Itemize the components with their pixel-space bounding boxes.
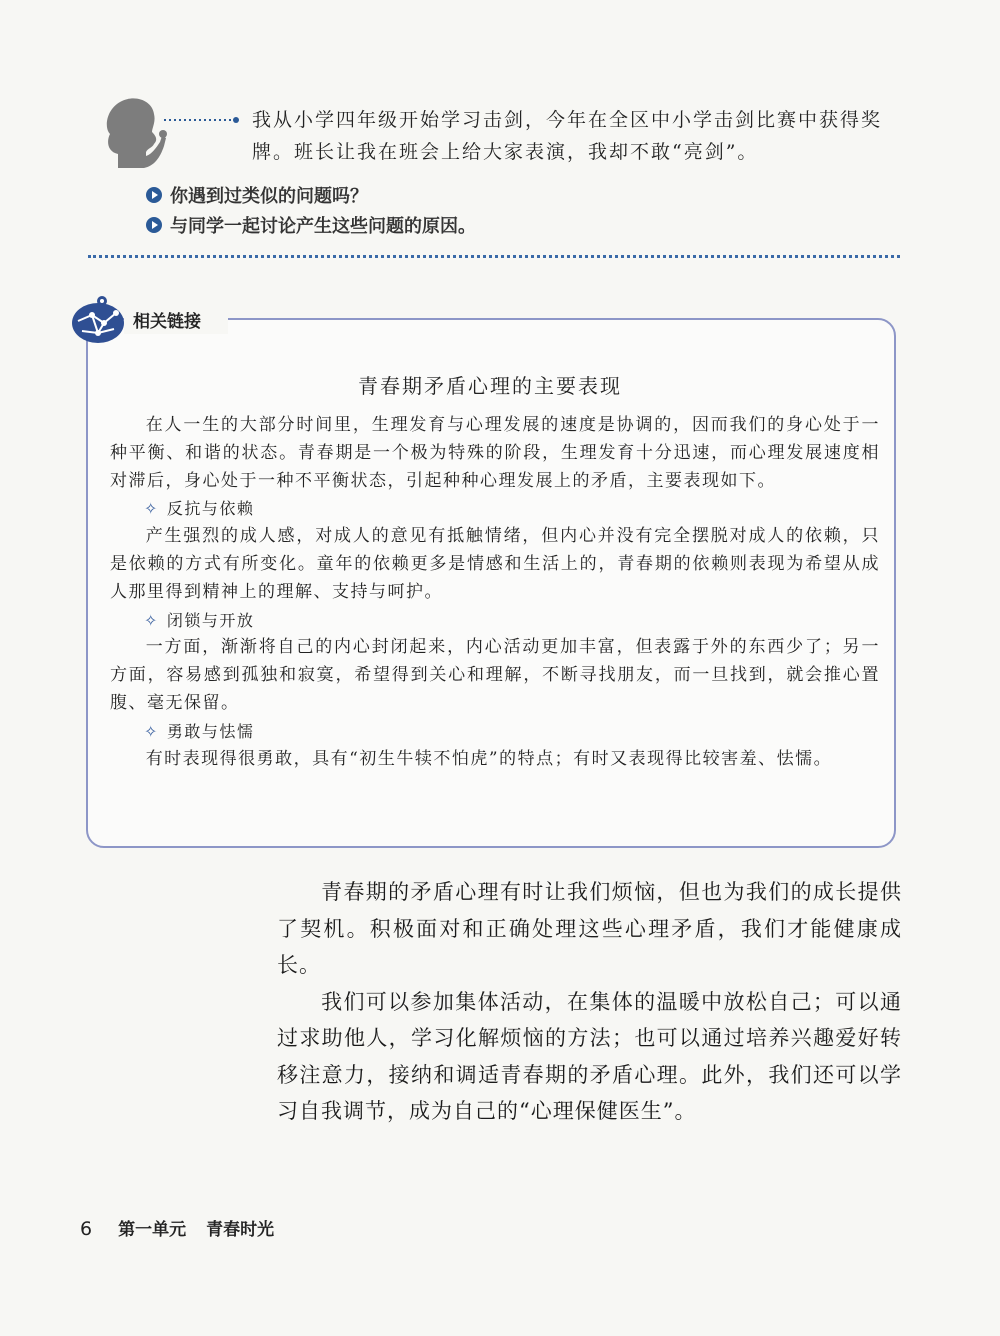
- question-text: 你遇到过类似的问题吗？: [170, 186, 368, 207]
- unit-name: 青春时光: [206, 1220, 275, 1240]
- related-link-label: 相关链接: [133, 312, 201, 332]
- page-number: 6: [80, 1218, 93, 1240]
- diamond-bullet-icon: ✧: [144, 610, 159, 630]
- section-text: 有时表现得很勇敢，具有“初生牛犊不怕虎”的特点；有时又表现得比较害羞、怯懦。: [145, 748, 833, 769]
- box-heading: 青春期矛盾心理的主要表现: [358, 374, 622, 398]
- globe-network-icon: [68, 293, 128, 345]
- section-text: 产生强烈的成人感，对成人的意见有抵触情绪，但内心并没有完全摆脱对成人的依赖，只是依赖的方式有所变化。童年的依赖更多是情感和生活上的，青春期的依赖则表现为希望从成人那里得到精神上的理解、支持与呵护。: [110, 526, 880, 602]
- main-paragraph: 我们可以参加集体活动，在集体的温暖中放松自己；可以通过求助他人，学习化解烦恼的方法；也可以通过培养兴趣爱好转移注意力，接纳和调适青春期的矛盾心理。此外，我们还可以学习自我调节，成为自己的“心理保健医生”。: [277, 989, 902, 1123]
- question-text: 与同学一起讨论产生这些问题的原因。: [170, 216, 476, 237]
- box-body: [110, 412, 880, 773]
- speaker-quote: 我从小学四年级开始学习击剑，今年在全区中小学击剑比赛中获得奖牌。班长让我在班会上给大家表演，我却不敢“亮剑”。: [252, 109, 883, 163]
- play-bullet-icon: [146, 187, 162, 203]
- page-footer: [80, 1215, 274, 1240]
- question-list: [146, 180, 846, 240]
- speech-pointer-icon: [160, 112, 240, 128]
- play-bullet-icon: [146, 217, 162, 233]
- section-heading: ✧ 勇敢与怯懦: [144, 721, 255, 741]
- question-item: [146, 180, 846, 210]
- main-text: [277, 874, 902, 1130]
- student-silhouette-icon: [100, 96, 175, 168]
- diamond-bullet-icon: ✧: [144, 721, 159, 741]
- unit-label: 第一单元: [118, 1220, 187, 1240]
- section-text: 一方面，渐渐将自己的内心封闭起来，内心活动更加丰富，但表露于外的东西少了；另一方面，容易感到孤独和寂寞，希望得到关心和理解，不断寻找朋友，而一旦找到，就会推心置腹、毫无保留。: [110, 637, 880, 713]
- section-heading: ✧ 闭锁与开放: [144, 610, 255, 630]
- dotted-divider: [88, 255, 900, 258]
- box-intro: 在人一生的大部分时间里，生理发育与心理发展的速度是协调的，因而我们的身心处于一种平衡、和谐的状态。青春期是一个极为特殊的阶段，生理发育十分迅速，而心理发展速度相对滞后，身心处于一种不平衡状态，引起种种心理发展上的矛盾，主要表现如下。: [110, 415, 880, 491]
- main-paragraph: 青春期的矛盾心理有时让我们烦恼，但也为我们的成长提供了契机。积极面对和正确处理这些心理矛盾，我们才能健康成长。: [277, 880, 902, 977]
- question-item: [146, 210, 846, 240]
- section-heading: ✧ 反抗与依赖: [144, 499, 255, 519]
- diamond-bullet-icon: ✧: [144, 499, 159, 519]
